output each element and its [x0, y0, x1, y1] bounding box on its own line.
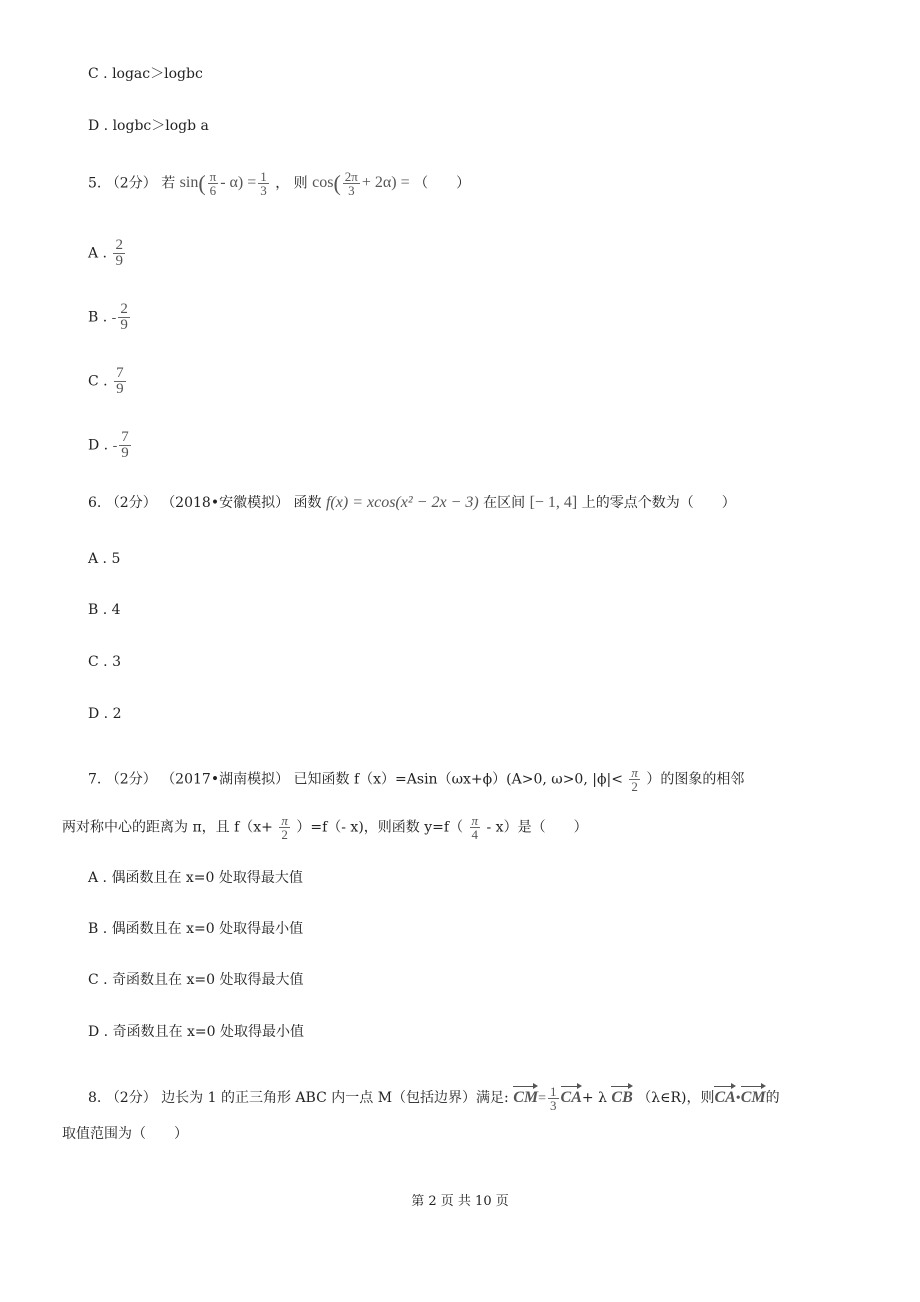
q8-score: （2分）	[105, 1090, 157, 1106]
q7-option-a: A . 偶函数且在 x=0 处取得最大值	[88, 870, 303, 886]
q5-score: （2分）	[105, 175, 157, 192]
q6-option-a: A . 5	[88, 551, 121, 567]
q8-number: 8.	[88, 1090, 102, 1106]
q7-score: （2分）	[105, 771, 157, 788]
q5-option-b: B . - $\frac{2}{9}$	[88, 301, 128, 333]
q7-source: （2017•湖南模拟）	[161, 771, 290, 788]
q6-score: （2分）	[105, 495, 157, 511]
q7-stem-line2: 两对称中心的距离为 π，且 f（x+ $\frac{\pi}{2}$ ）=f（- x)，则函数 y=f（ $\frac{\pi}{4}$ - x）是（ ）	[62, 813, 588, 842]
q6-interval: [− 1, 4]	[529, 494, 578, 511]
q7-number: 7.	[88, 771, 102, 788]
q5-mid: ， 则	[275, 175, 308, 192]
q5-sin-expression: sin( $\frac{\pi}{6}$ - α) = $\frac{1}{3}$	[179, 169, 267, 198]
q7-option-c: C . 奇函数且在 x=0 处取得最大值	[88, 972, 304, 988]
q6-number: 6.	[88, 495, 102, 511]
q8-stem-line1: 8. （2分） 边长为 1 的正三角形 ABC 内一点 M（包括边界）满足: CM= $\frac{1}{3}$ CA+ λ CB （λ∈R)，则CA•CM的	[88, 1083, 780, 1113]
q5-number: 5.	[88, 175, 102, 192]
vector-ca: CA	[561, 1084, 582, 1108]
q6-pre: 函数	[293, 495, 322, 511]
q7-stem-line1: 7. （2分） （2017•湖南模拟） 已知函数 f（x）=Asin（ωx+ϕ）(A>0, ω>0, |ϕ|< $\frac{\pi}{2}$ ）的图象的相邻	[88, 765, 745, 794]
q8-stem-line2: 取值范围为（ ）	[62, 1126, 188, 1142]
q5-option-d: D . - $\frac{7}{9}$	[88, 429, 129, 461]
q4-option-d: D . logbc＞logb a	[88, 118, 209, 134]
vector-ca-2: CA	[714, 1084, 735, 1108]
q5-option-a: A . $\frac{2}{9}$	[88, 237, 123, 269]
q6-stem	[88, 493, 736, 513]
page-footer: 第 2 页 共 10 页	[411, 1194, 509, 1209]
q6-option-b: B . 4	[88, 602, 121, 618]
q5-cos-expression: cos( $\frac{2\pi}{3}$ + 2α) =	[312, 169, 410, 198]
q7-option-d: D . 奇函数且在 x=0 处取得最小值	[88, 1024, 305, 1040]
q7-option-b: B . 偶函数且在 x=0 处取得最小值	[88, 921, 304, 937]
q5-option-c: C . $\frac{7}{9}$	[88, 365, 124, 397]
q6-option-c: C . 3	[88, 654, 121, 670]
q4-option-c: C . logac＞logbc	[88, 66, 203, 82]
vector-cb: CB	[611, 1084, 632, 1108]
q6-mid: 在区间	[483, 495, 526, 511]
q5-stem	[88, 170, 470, 197]
vector-cm-2: CM	[741, 1084, 766, 1108]
q6-option-d: D . 2	[88, 706, 122, 722]
q6-tail: 上的零点个数为（ ）	[581, 495, 736, 511]
vector-cm: CM	[513, 1084, 538, 1108]
q5-blank: （ ）	[414, 175, 471, 192]
q6-source: （2018•安徽模拟）	[161, 495, 290, 511]
q6-function-expression: f(x) = xcos(x² − 2x − 3)	[325, 494, 479, 511]
q5-pre: 若	[161, 175, 176, 192]
